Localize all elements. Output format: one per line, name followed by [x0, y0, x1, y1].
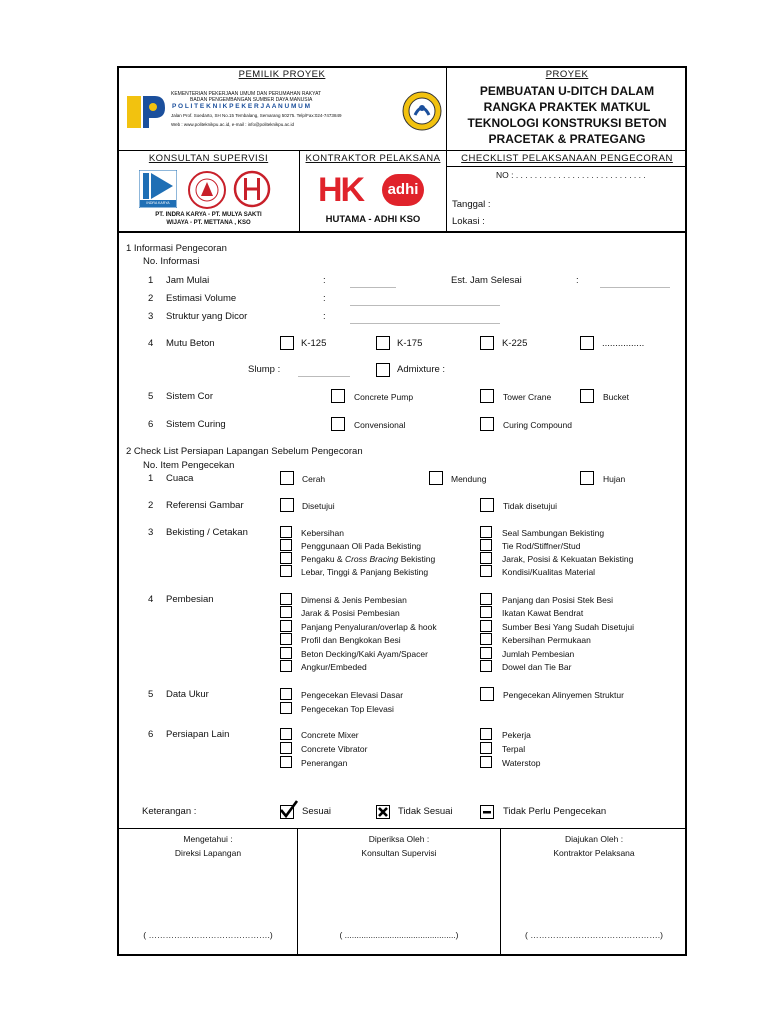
concrete-pump-checkbox[interactable]	[331, 389, 345, 403]
mendung-label: Mendung	[451, 474, 487, 484]
volume-colon: :	[323, 293, 326, 304]
mutu-k125-checkbox[interactable]	[280, 336, 294, 350]
ministry-line-1: KEMENTERIAN PEKERJAAN UMUM DAN PERUMAHAN RAKYAT	[171, 91, 322, 97]
cuaca-no: 1	[148, 473, 154, 484]
lokasi-label: Lokasi :	[452, 216, 485, 227]
mutu-other-label: ................	[602, 338, 645, 349]
consultant-names	[118, 211, 299, 227]
tower-crane-label: Tower Crane	[503, 392, 552, 402]
persiapan-right-item-1: Pekerja	[502, 730, 531, 740]
bekisting-right-item-2: Tie Rod/Stiffner/Stud	[502, 541, 581, 551]
mutu-no: 4	[148, 338, 154, 349]
jam-mulai-label: Jam Mulai	[166, 275, 210, 286]
checkmark-icon	[277, 799, 299, 821]
curing-compound-label: Curing Compound	[503, 420, 572, 430]
cuaca-label: Cuaca	[166, 473, 194, 484]
mutu-k175-checkbox[interactable]	[376, 336, 390, 350]
tanggal-label: Tanggal :	[452, 199, 491, 210]
tidak-disetujui-label: Tidak disetujui	[503, 501, 558, 511]
mettana-logo-icon	[233, 170, 271, 208]
cross-mark-icon	[377, 806, 389, 818]
pembesian-left-item-6: Angkur/Embeded	[301, 662, 367, 672]
pembesian-right-item-1: Panjang dan Posisi Stek Besi	[502, 595, 614, 605]
admixture-checkbox[interactable]	[376, 363, 390, 377]
pembesian-right-checkbox-4[interactable]	[480, 633, 492, 645]
sig3-role: Diajukan Oleh :	[564, 834, 624, 844]
pembesian-no: 4	[148, 594, 154, 605]
bekisting-no: 3	[148, 527, 154, 538]
persiapan-right-checkbox-1[interactable]	[480, 728, 492, 740]
pembesian-left-item-1: Dimensi & Jenis Pembesian	[301, 595, 407, 605]
slump-label: Slump :	[248, 364, 281, 375]
pembesian-right-item-2: Ikatan Kawat Bendrat	[502, 608, 584, 618]
sig2-blank[interactable]: ( ...............................................)	[339, 930, 459, 940]
ministry-line-2: BADAN PENGEMBANGAN SUMBER DAYA MANUSIA	[190, 97, 313, 103]
tidak-disetujui-checkbox[interactable]	[480, 498, 494, 512]
bekisting-right-item-4: Kondisi/Kualitas Material	[502, 567, 596, 577]
mutu-other-checkbox[interactable]	[580, 336, 594, 350]
bekisting-left-item-3-prefix: Pengaku &	[301, 554, 345, 564]
jam-mulai-colon: :	[323, 275, 326, 286]
sig1-role: Mengetahui :	[183, 834, 233, 844]
persiapan-left-item-2: Concrete Vibrator	[301, 744, 368, 754]
persiapan-left-checkbox-1[interactable]	[280, 728, 292, 740]
slump-field[interactable]	[298, 376, 350, 377]
volume-field[interactable]	[350, 305, 500, 306]
contractor-label: KONTRAKTOR PELAKSANA	[305, 153, 441, 164]
sig3-blank[interactable]: ( ……………………………………….)	[525, 930, 663, 940]
pembesian-left-checkbox-1[interactable]	[280, 593, 292, 605]
sig3-title: Kontraktor Pelaksana	[553, 848, 635, 858]
persiapan-right-checkbox-3[interactable]	[480, 756, 492, 768]
consultant-names-line-1: PT. INDRA KARYA - PT. MULYA SAKTI	[155, 212, 262, 218]
signature-divider	[117, 828, 687, 829]
persiapan-left-item-3: Penerangan	[301, 758, 348, 768]
hk-logo-text: HK	[318, 171, 364, 209]
mutu-label: Mutu Beton	[166, 338, 215, 349]
data-ukur-left-checkbox-1[interactable]	[280, 688, 292, 700]
persiapan-left-item-1: Concrete Mixer	[301, 730, 359, 740]
convensional-checkbox[interactable]	[331, 417, 345, 431]
disetujui-label: Disetujui	[302, 501, 335, 511]
pembesian-right-item-6: Dowel dan Tie Bar	[502, 662, 572, 672]
legend-tidak-sesuai-label: Tidak Sesuai	[398, 806, 453, 817]
project-title-line-3: TEKNOLOGI KONSTRUKSI BETON	[467, 116, 667, 130]
mutu-k125-label: K-125	[301, 338, 327, 349]
pembesian-left-checkbox-6[interactable]	[280, 660, 292, 672]
persiapan-left-checkbox-2[interactable]	[280, 742, 292, 754]
struktur-no: 3	[148, 311, 154, 322]
legend-tidak-perlu-label: Tidak Perlu Pengecekan	[503, 806, 607, 817]
hujan-label: Hujan	[603, 474, 626, 484]
mutu-k225-label: K-225	[502, 338, 528, 349]
bekisting-left-checkbox-1[interactable]	[280, 526, 292, 538]
est-selesai-field[interactable]	[600, 287, 670, 288]
project-title-line-4: PRACETAK & PRATEGANG	[488, 132, 646, 146]
pembesian-left-item-4: Profil dan Bengkokan Besi	[301, 635, 401, 645]
bekisting-right-checkbox-2[interactable]	[480, 539, 492, 551]
ministry-address: Jalan Prof. Soedarto, SH No.15 Tembalang, Semarang 50275. Telp/Fax:024-7473849	[171, 113, 342, 118]
bekisting-left-item-2: Penggunaan Oli Pada Bekisting	[301, 541, 422, 551]
project-title-line-2: RANGKA PRAKTEK MATKUL	[483, 100, 651, 114]
pembesian-left-item-2: Jarak & Posisi Pembesian	[301, 608, 400, 618]
pembesian-left-checkbox-2[interactable]	[280, 606, 292, 618]
cross-bracing-text: Cross Bracing	[344, 554, 399, 564]
admixture-label: Admixture :	[397, 364, 446, 375]
pembesian-right-checkbox-5[interactable]	[480, 647, 492, 659]
referensi-no: 2	[148, 500, 154, 511]
struktur-label: Struktur yang Dicor	[166, 311, 248, 322]
struktur-field[interactable]	[350, 323, 500, 324]
bekisting-right-item-1: Seal Sambungan Bekisting	[502, 528, 605, 538]
persiapan-no: 6	[148, 729, 154, 740]
politeknik-emblem-icon	[402, 91, 442, 131]
indra-karya-logo-text: INDRA KARYA	[146, 201, 170, 205]
sig2-title: Konsultan Supervisi	[361, 848, 437, 858]
jam-mulai-no: 1	[148, 275, 154, 286]
legend-label: Keterangan :	[142, 806, 197, 817]
consultant-names-line-2: WIJAYA - PT. METTANA , KSO	[166, 220, 251, 226]
hk-adhi-logo	[318, 170, 430, 212]
owner-label: PEMILIK PROYEK	[238, 69, 326, 80]
bekisting-right-checkbox-3[interactable]	[480, 552, 492, 564]
ministry-web: Web : www.politeknikpu.ac.id, e-mail : info@politeknikpu.ac.id	[171, 122, 295, 127]
section1-col-header: No. Informasi	[143, 256, 200, 267]
pembesian-right-item-3: Sumber Besi Yang Sudah Disetujui	[502, 622, 634, 632]
volume-no: 2	[148, 293, 154, 304]
pembesian-left-item-5: Beton Decking/Kaki Ayam/Spacer	[301, 649, 428, 659]
cerah-checkbox[interactable]	[280, 471, 294, 485]
disetujui-checkbox[interactable]	[280, 498, 294, 512]
sig1-blank[interactable]: ( …………………………………….)	[143, 930, 273, 940]
tower-crane-checkbox[interactable]	[480, 389, 494, 403]
data-ukur-left-item-1: Pengecekan Elevasi Dasar	[301, 690, 404, 700]
data-ukur-left-checkbox-2[interactable]	[280, 702, 292, 714]
bekisting-right-checkbox-4[interactable]	[480, 565, 492, 577]
bucket-label: Bucket	[603, 392, 629, 402]
data-ukur-right-checkbox-1[interactable]	[480, 687, 494, 701]
pembesian-left-checkbox-5[interactable]	[280, 647, 292, 659]
contractor-name: HUTAMA - ADHI KSO	[325, 214, 421, 225]
bekisting-left-item-3	[301, 554, 435, 564]
pembesian-right-item-5: Jumlah Pembesian	[502, 649, 575, 659]
section2-title: 2 Check List Persiapan Lapangan Sebelum Pengecoran	[126, 446, 363, 457]
volume-label: Estimasi Volume	[166, 293, 237, 304]
bekisting-left-item-4: Lebar, Tinggi & Panjang Bekisting	[301, 567, 429, 577]
mulya-sakti-logo-icon	[187, 170, 227, 210]
jam-mulai-field[interactable]	[350, 287, 396, 288]
persiapan-right-item-2: Terpal	[502, 744, 526, 754]
legend-sesuai-label: Sesuai	[302, 806, 332, 817]
curing-compound-checkbox[interactable]	[480, 417, 494, 431]
bekisting-right-checkbox-1[interactable]	[480, 526, 492, 538]
bekisting-label: Bekisting / Cetakan	[166, 527, 248, 538]
section2-col-header: No. Item Pengecekan	[143, 460, 235, 471]
persiapan-label: Persiapan Lain	[166, 729, 230, 740]
data-ukur-left-item-2: Pengecekan Top Elevasi	[301, 704, 394, 714]
checklist-number[interactable]: NO : . . . . . . . . . . . . . . . . . . . . . . . . . . . .	[496, 170, 646, 180]
sistem-cor-label: Sistem Cor	[166, 391, 213, 402]
checklist-divider	[446, 166, 687, 167]
est-selesai-label: Est. Jam Selesai	[451, 275, 522, 286]
pembesian-left-checkbox-4[interactable]	[280, 633, 292, 645]
adhi-logo-text: adhi	[382, 174, 424, 206]
sig2-role: Diperiksa Oleh :	[368, 834, 430, 844]
est-selesai-colon: :	[576, 275, 579, 286]
bekisting-left-checkbox-2[interactable]	[280, 539, 292, 551]
mendung-checkbox[interactable]	[429, 471, 443, 485]
bekisting-left-checkbox-3[interactable]	[280, 552, 292, 564]
sistem-cor-no: 5	[148, 391, 154, 402]
sig1-title: Direksi Lapangan	[174, 848, 242, 858]
project-title-line-1: PEMBUATAN U-DITCH DALAM	[479, 84, 655, 98]
pembesian-right-checkbox-6[interactable]	[480, 660, 492, 672]
convensional-label: Convensional	[354, 420, 406, 430]
data-ukur-label: Data Ukur	[166, 689, 209, 700]
bekisting-left-item-3-suffix: Bekisting	[398, 554, 436, 564]
header-bottom-divider	[117, 231, 687, 233]
data-ukur-right-item-1: Pengecekan Alinyemen Struktur	[503, 690, 624, 700]
persiapan-right-item-3: Waterstop	[502, 758, 541, 768]
struktur-colon: :	[323, 311, 326, 322]
pembesian-right-checkbox-2[interactable]	[480, 606, 492, 618]
minus-icon	[481, 806, 493, 818]
bekisting-right-item-3: Jarak, Posisi & Kekuatan Bekisting	[502, 554, 634, 564]
concrete-pump-label: Concrete Pump	[354, 392, 414, 402]
pembesian-label: Pembesian	[166, 594, 214, 605]
sistem-curing-label: Sistem Curing	[166, 419, 226, 430]
bekisting-left-checkbox-4[interactable]	[280, 565, 292, 577]
hujan-checkbox[interactable]	[580, 471, 594, 485]
pembesian-left-checkbox-3[interactable]	[280, 620, 292, 632]
bucket-checkbox[interactable]	[580, 389, 594, 403]
pu-logo-icon	[125, 92, 167, 132]
bekisting-left-item-1: Kebersihan	[301, 528, 345, 538]
persiapan-left-checkbox-3[interactable]	[280, 756, 292, 768]
pembesian-right-checkbox-3[interactable]	[480, 620, 492, 632]
header-divider	[117, 150, 687, 151]
pembesian-left-item-3: Panjang Penyaluran/overlap & hook	[301, 622, 437, 632]
checklist-label: CHECKLIST PELAKSANAAN PENGECORAN	[461, 153, 673, 164]
pembesian-right-checkbox-1[interactable]	[480, 593, 492, 605]
data-ukur-no: 5	[148, 689, 154, 700]
ministry-line-3: P O L I T E K N I K P E K E R J A A N U M U M	[172, 103, 311, 110]
mutu-k225-checkbox[interactable]	[480, 336, 494, 350]
sistem-curing-no: 6	[148, 419, 154, 430]
section1-title: 1 Informasi Pengecoran	[126, 243, 227, 254]
project-label: PROYEK	[545, 69, 589, 80]
cerah-label: Cerah	[302, 474, 326, 484]
mutu-k175-label: K-175	[397, 338, 423, 349]
referensi-label: Referensi Gambar	[166, 500, 244, 511]
pembesian-right-item-4: Kebersihan Permukaan	[502, 635, 591, 645]
persiapan-right-checkbox-2[interactable]	[480, 742, 492, 754]
consultant-label: KONSULTAN SUPERVISI	[148, 153, 269, 164]
